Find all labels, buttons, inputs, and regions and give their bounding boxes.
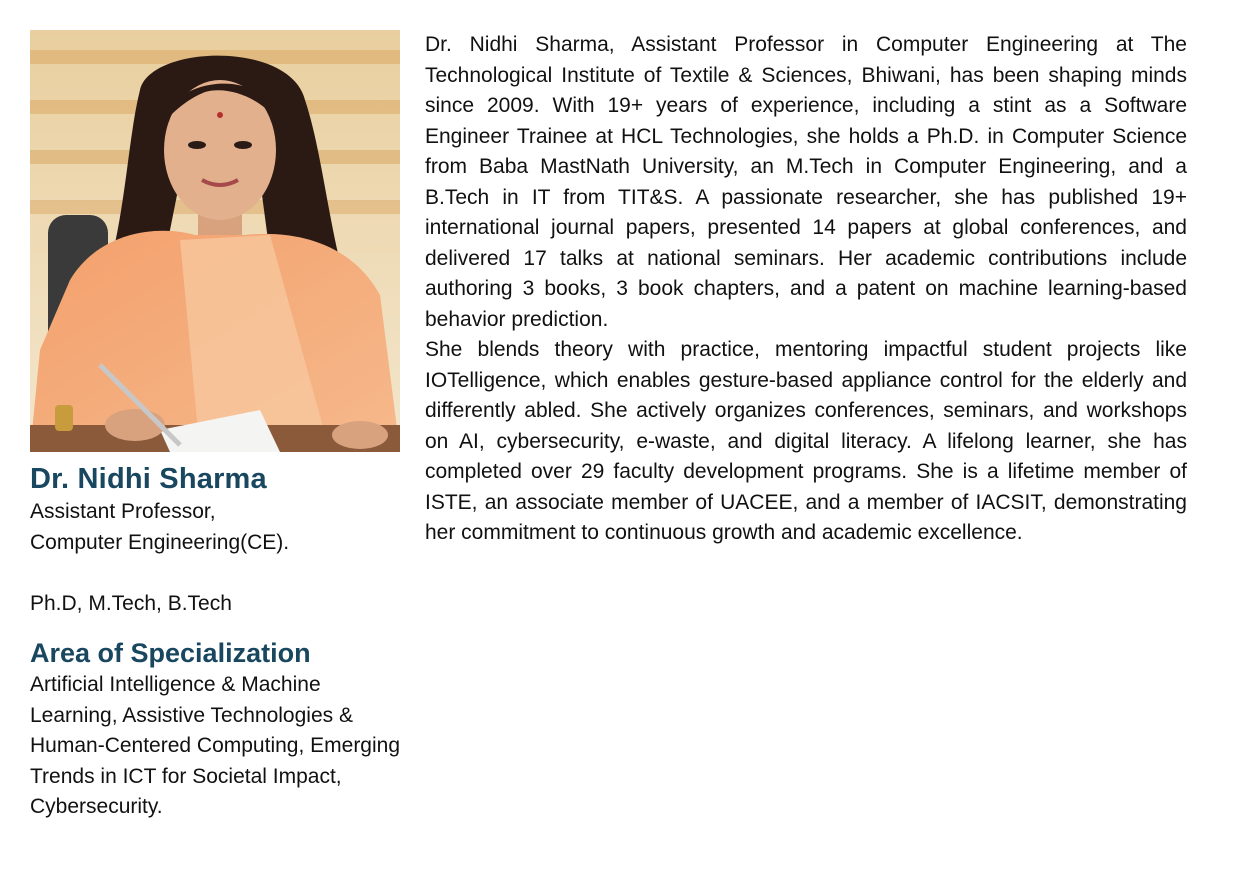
specialization-text: Artificial Intelligence & Machine Learning, Assistive Technologies & Human-Centered Computing, Emerging Trends in ICT for Societal Impact, Cybersecurity. [30, 673, 401, 818]
portrait-photo [30, 30, 400, 452]
designation-title: Assistant Professor, [30, 500, 216, 523]
bio-paragraph-1: Dr. Nidhi Sharma, Assistant Professor in Computer Engineering at The Technological Institute of Textile & Sciences, Bhiwani, has been shaping minds since 2009. With 19+ years of experience, including a stint as a Software Engineer Trainee at HCL Technologies, she holds a Ph.D. in Computer Science from Baba MastNath University, an M.Tech in Computer Engineering, and a B.Tech in IT from TIT&S. A passionate researcher, she has published 19+ international journal papers, presented 14 papers at global conferences, and delivered 17 talks at national seminars. Her academic contributions include authoring 3 books, 3 book chapters, and a patent on machine learning-based behavior prediction. [425, 33, 1187, 331]
biography-column [425, 30, 1187, 549]
specialization-heading: Area of Specialization [30, 638, 311, 668]
portrait-photo-icon [30, 30, 400, 452]
qualifications: Ph.D, M.Tech, B.Tech [30, 591, 232, 615]
spacer [30, 558, 402, 589]
profile-column [30, 30, 402, 823]
bio-paragraph-2: She blends theory with practice, mentoring impactful student projects like IOTelligence, which enables gesture-based appliance control for the elderly and differently abled. She actively organizes conferences, seminars, and workshops on AI, cybersecurity, e-waste, and digital literacy. A lifelong learner, she has completed over 29 faculty development programs. She is a lifetime member of ISTE, an associate member of UACEE, and a member of IACSIT, demonstrating her commitment to continuous growth and academic excellence. [425, 338, 1187, 544]
designation-department: Computer Engineering(CE). [30, 530, 290, 554]
faculty-name: Dr. Nidhi Sharma [30, 463, 267, 495]
